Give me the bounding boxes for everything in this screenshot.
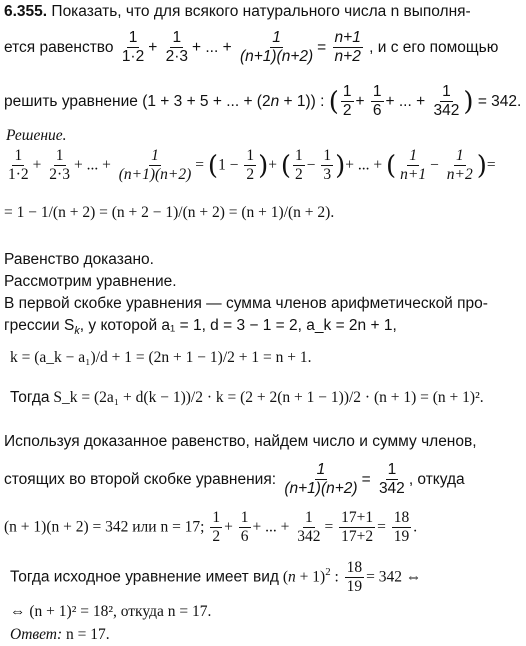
n-line: (n + 1)(n + 2) = 342 или n = 17; $\frac{1}{2}$ + $\frac{1}{6}$ + ... + $\frac{1}{342}$ = $\frac{17+1}{17+2}$ = $\frac{18}{19}$ . xyxy=(4,509,418,546)
fraction: $\frac{1}{(n+1)(n+2)}$ xyxy=(118,147,192,184)
sk-formula-line: Тогда S_k = (2a₁ + d(k − 1))/2 · k = (2 + 2(n + 1 − 1))/2 · (n + 1) = (n + 1)². xyxy=(10,389,484,406)
fraction: $\frac{1}{n+1}$ xyxy=(400,147,427,184)
proved-text: Равенство доказано. xyxy=(4,251,154,268)
fraction: $\frac{1}{6}$ xyxy=(372,83,382,120)
problem-text-3-start: решить уравнение xyxy=(4,92,138,110)
problem-line-3: решить уравнение (1 + 3 + 5 + ... + (2n + 1)) : ( $\frac{1}{2}$ + $\frac{1}{6}$ + ... + $\frac{1}{342}$ ) = 342. xyxy=(4,83,522,120)
fraction: $\frac{18}{19}$ xyxy=(393,509,410,546)
fraction: $\frac{1}{2}$ xyxy=(342,83,352,120)
problem-line-1 xyxy=(4,4,522,20)
fraction: $\frac{1}{(n+1)(n+2)}$ xyxy=(284,461,358,498)
using-line-2: стоящих во второй скобке уравнения: $\frac{1}{(n+1)(n+2)}$ = $\frac{1}{342}$ , откуда xyxy=(4,461,465,498)
fraction: $\frac{1}{n+2}$ xyxy=(446,147,473,184)
fraction: $\frac{1}{342}$ xyxy=(433,83,460,120)
fraction: $\frac{1}{2\cdot 3}$ xyxy=(49,147,70,184)
arith-line-1: В первой скобке уравнения — сумма членов арифметической про- xyxy=(4,295,488,312)
problem-text-2-end: , и с его помощью xyxy=(369,38,499,56)
fraction: $\frac{1}{2}$ xyxy=(212,509,221,546)
consider-text: Рассмотрим уравнение. xyxy=(4,273,177,290)
fraction: $\frac{1}{(n+1)(n+2)}$ xyxy=(239,29,314,66)
fraction: $\frac{1}{2}$ xyxy=(246,147,255,184)
problem-text-3-rhs: = 342. xyxy=(477,92,522,110)
fraction: $\frac{18}{19}$ xyxy=(346,559,363,596)
fraction: $\frac{1}{1\cdot 2}$ xyxy=(121,29,145,66)
arith-line-2: грессии $S_k$, у которой a₁ = 1, d = 3 − 1 = 2, a_k = 2n + 1, xyxy=(4,317,397,338)
equation-line: Тогда исходное уравнение имеет вид $(n + 1)^2$ : $\frac{18}{19}$ = 342 ⇔ xyxy=(10,559,422,596)
final-line: ⇔ (n + 1)² = 18², откуда n = 17. xyxy=(10,603,212,620)
sk-formula: S_k = (2a₁ + d(k − 1))/2 · k = (2 + 2(n + 1 − 1))/2 · (n + 1) = (n + 1)². xyxy=(53,389,484,406)
proof-line-1: $\frac{1}{1\cdot 2}$ + $\frac{1}{2\cdot 3}$ + ... + $\frac{1}{(n+1)(n+2)}$ = (1 − $\frac{1}{2}$ )+ ( $\frac{1}{2}$ − $\frac{1}{3}$ )+ ... + ( $\frac{1}{n+1}$ − $\frac{1}{n+2}$ )= xyxy=(8,147,496,184)
solution-heading: Решение. xyxy=(6,127,67,144)
problem-number: 6.355. xyxy=(4,3,48,20)
fraction: $\frac{1}{1\cdot 2}$ xyxy=(8,147,29,184)
fraction: $\frac{1}{6}$ xyxy=(240,509,249,546)
fraction: $\frac{1}{342}$ xyxy=(297,509,321,546)
problem-line-2: ется равенство $\frac{1}{1\cdot 2}$ + $\frac{1}{2\cdot 3}$ + ... + $\frac{1}{(n+1)(n+2)}$ = $\frac{n+1}{n+2}$ , и с его помощью xyxy=(4,29,499,66)
fraction: $\frac{1}{2}$ xyxy=(295,147,303,184)
using-line-1: Используя доказанное равенство, найдем число и сумму членов, xyxy=(4,433,477,450)
fraction: $\frac{1}{3}$ xyxy=(323,147,332,184)
k-formula: k = (a_k − a₁)/d + 1 = (2n + 1 − 1)/2 + 1 = n + 1. xyxy=(10,349,312,366)
proof-line-2: = 1 − 1/(n + 2) = (n + 2 − 1)/(n + 2) = (n + 1)/(n + 2). xyxy=(4,204,335,221)
problem-text-1: Показать, что для всякого натурального числа n выполня- xyxy=(51,3,471,20)
answer-value: n = 17. xyxy=(66,626,110,643)
fraction: $\frac{n+1}{n+2}$ xyxy=(334,29,361,66)
answer-line xyxy=(10,627,522,643)
problem-text-2-start: ется равенство xyxy=(4,38,114,56)
fraction: $\frac{1}{342}$ xyxy=(378,461,405,498)
fraction: $\frac{1}{2\cdot 3}$ xyxy=(165,29,188,66)
answer-label: Ответ: xyxy=(10,626,63,643)
fraction: $\frac{17+1}{17+2}$ xyxy=(341,509,374,546)
